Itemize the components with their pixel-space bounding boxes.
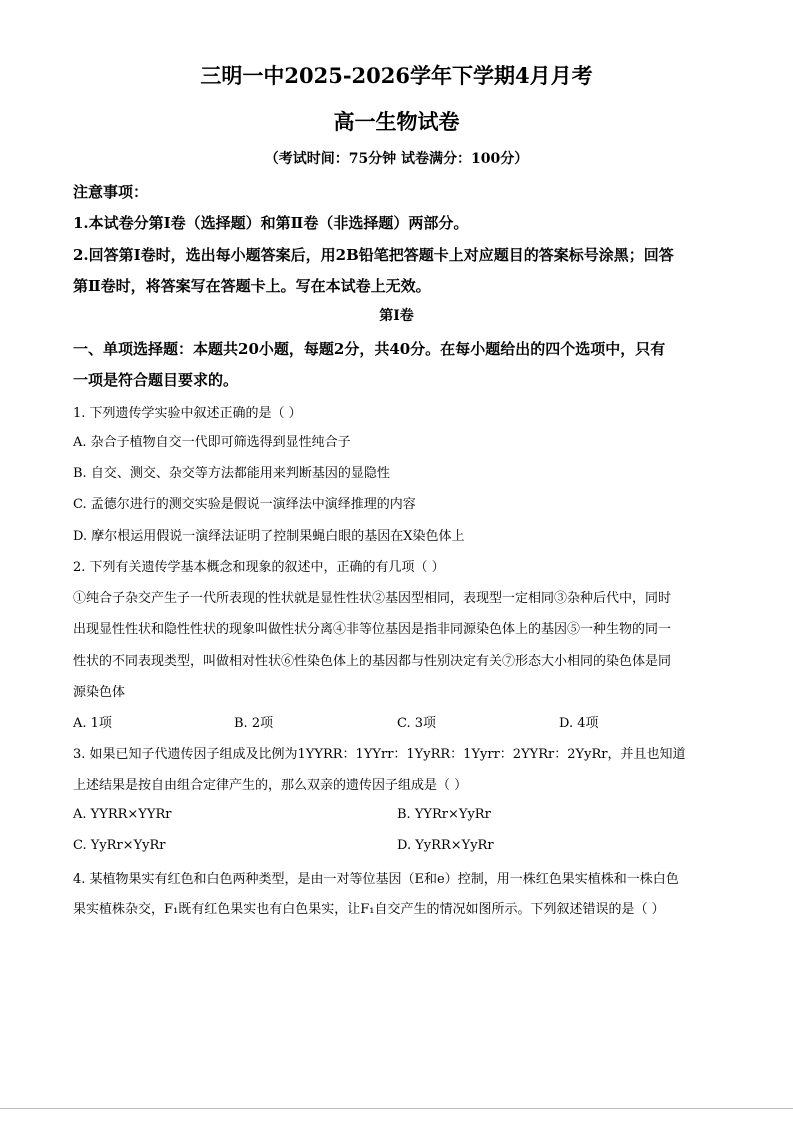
page-bottom-rule (0, 1108, 793, 1109)
part-one-label: 第Ⅰ卷 (379, 308, 414, 324)
q1-option-c: C. 孟德尔进行的测交实验是假说一演绎法中演绎推理的内容 (73, 497, 416, 512)
section-instruction-line-2: 一项是符合题目要求的。 (73, 371, 239, 389)
q3-stem-line-1: 3. 如果已知子代遗传因子组成及比例为1YYRR：1YYrr：1YyRR：1Yyrr：2YYRr：2YyRr，并且也知道 (73, 747, 686, 762)
q3-stem-line-2: 上述结果是按自由组合定律产生的，那么双亲的遗传因子组成是（ ） (73, 778, 468, 793)
q1-stem: 1. 下列遗传学实验中叙述正确的是（ ） (73, 406, 302, 421)
q3-option-d: D. YyRR×YyRr (397, 838, 494, 853)
q2-body-line-2: 出现显性性状和隐性性状的现象叫做性状分离④非等位基因是指非同源染色体上的基因⑤一种生物的同一 (73, 622, 672, 637)
q3-option-c: C. YyRr×YyRr (73, 838, 166, 853)
section-instruction-line-1: 一、单项选择题：本题共20小题，每题2分，共40分。在每小题给出的四个选项中，只有 (73, 340, 666, 358)
q2-option-d: D. 4项 (559, 716, 599, 731)
q2-option-a: A. 1项 (73, 716, 112, 731)
q1-option-b: B. 自交、测交、杂交等方法都能用来判断基因的显隐性 (73, 466, 390, 481)
q2-body-line-3: 性状的不同表现类型，叫做相对性状⑥性染色体上的基因都与性别决定有关⑦形态大小相同的染色体是同 (73, 654, 672, 669)
q3-option-a: A. YYRR×YYRr (73, 807, 172, 822)
exam-time-info: （考试时间：75分钟 试卷满分：100分） (264, 151, 529, 167)
q1-option-a: A. 杂合子植物自交一代即可筛选得到显性纯合子 (73, 435, 351, 450)
note-item-1: 1.本试卷分第Ⅰ卷（选择题）和第Ⅱ卷（非选择题）两部分。 (73, 214, 469, 232)
q4-stem-line-2: 果实植株杂交，F₁既有红色果实也有白色果实，让F₁自交产生的情况如图所示。下列叙述错误的是（ ） (73, 902, 665, 917)
q2-option-b: B. 2项 (234, 716, 274, 731)
q3-option-b: B. YYRr×YyRr (397, 807, 491, 822)
q4-stem-line-1: 4. 某植物果实有红色和白色两种类型，是由一对等位基因（E和e）控制，用一株红色果实植株和一株白色 (73, 872, 679, 887)
q1-option-d: D. 摩尔根运用假说一演绎法证明了控制果蝇白眼的基因在X染色体上 (73, 529, 465, 544)
notes-heading: 注意事项： (73, 183, 149, 201)
note-item-2-line-1: 2.回答第Ⅰ卷时，选出每小题答案后，用2B铅笔把答题卡上对应题目的答案标号涂黑；回答 (73, 246, 674, 264)
note-item-2-line-2: 第Ⅱ卷时，将答案写在答题卡上。写在本试卷上无效。 (73, 277, 431, 295)
exam-title: 三明一中2025-2026学年下学期4月月考 (200, 63, 593, 88)
q2-body-line-1: ①纯合子杂交产生子一代所表现的性状就是显性性状②基因型相同，表现型一定相同③杂种后代中，同时 (73, 591, 672, 606)
q2-option-c: C. 3项 (397, 716, 437, 731)
exam-subject: 高一生物试卷 (333, 109, 460, 134)
q2-body-line-4: 源染色体 (73, 685, 126, 700)
q2-stem: 2. 下列有关遗传学基本概念和现象的叙述中，正确的有几项（ ） (73, 560, 445, 575)
